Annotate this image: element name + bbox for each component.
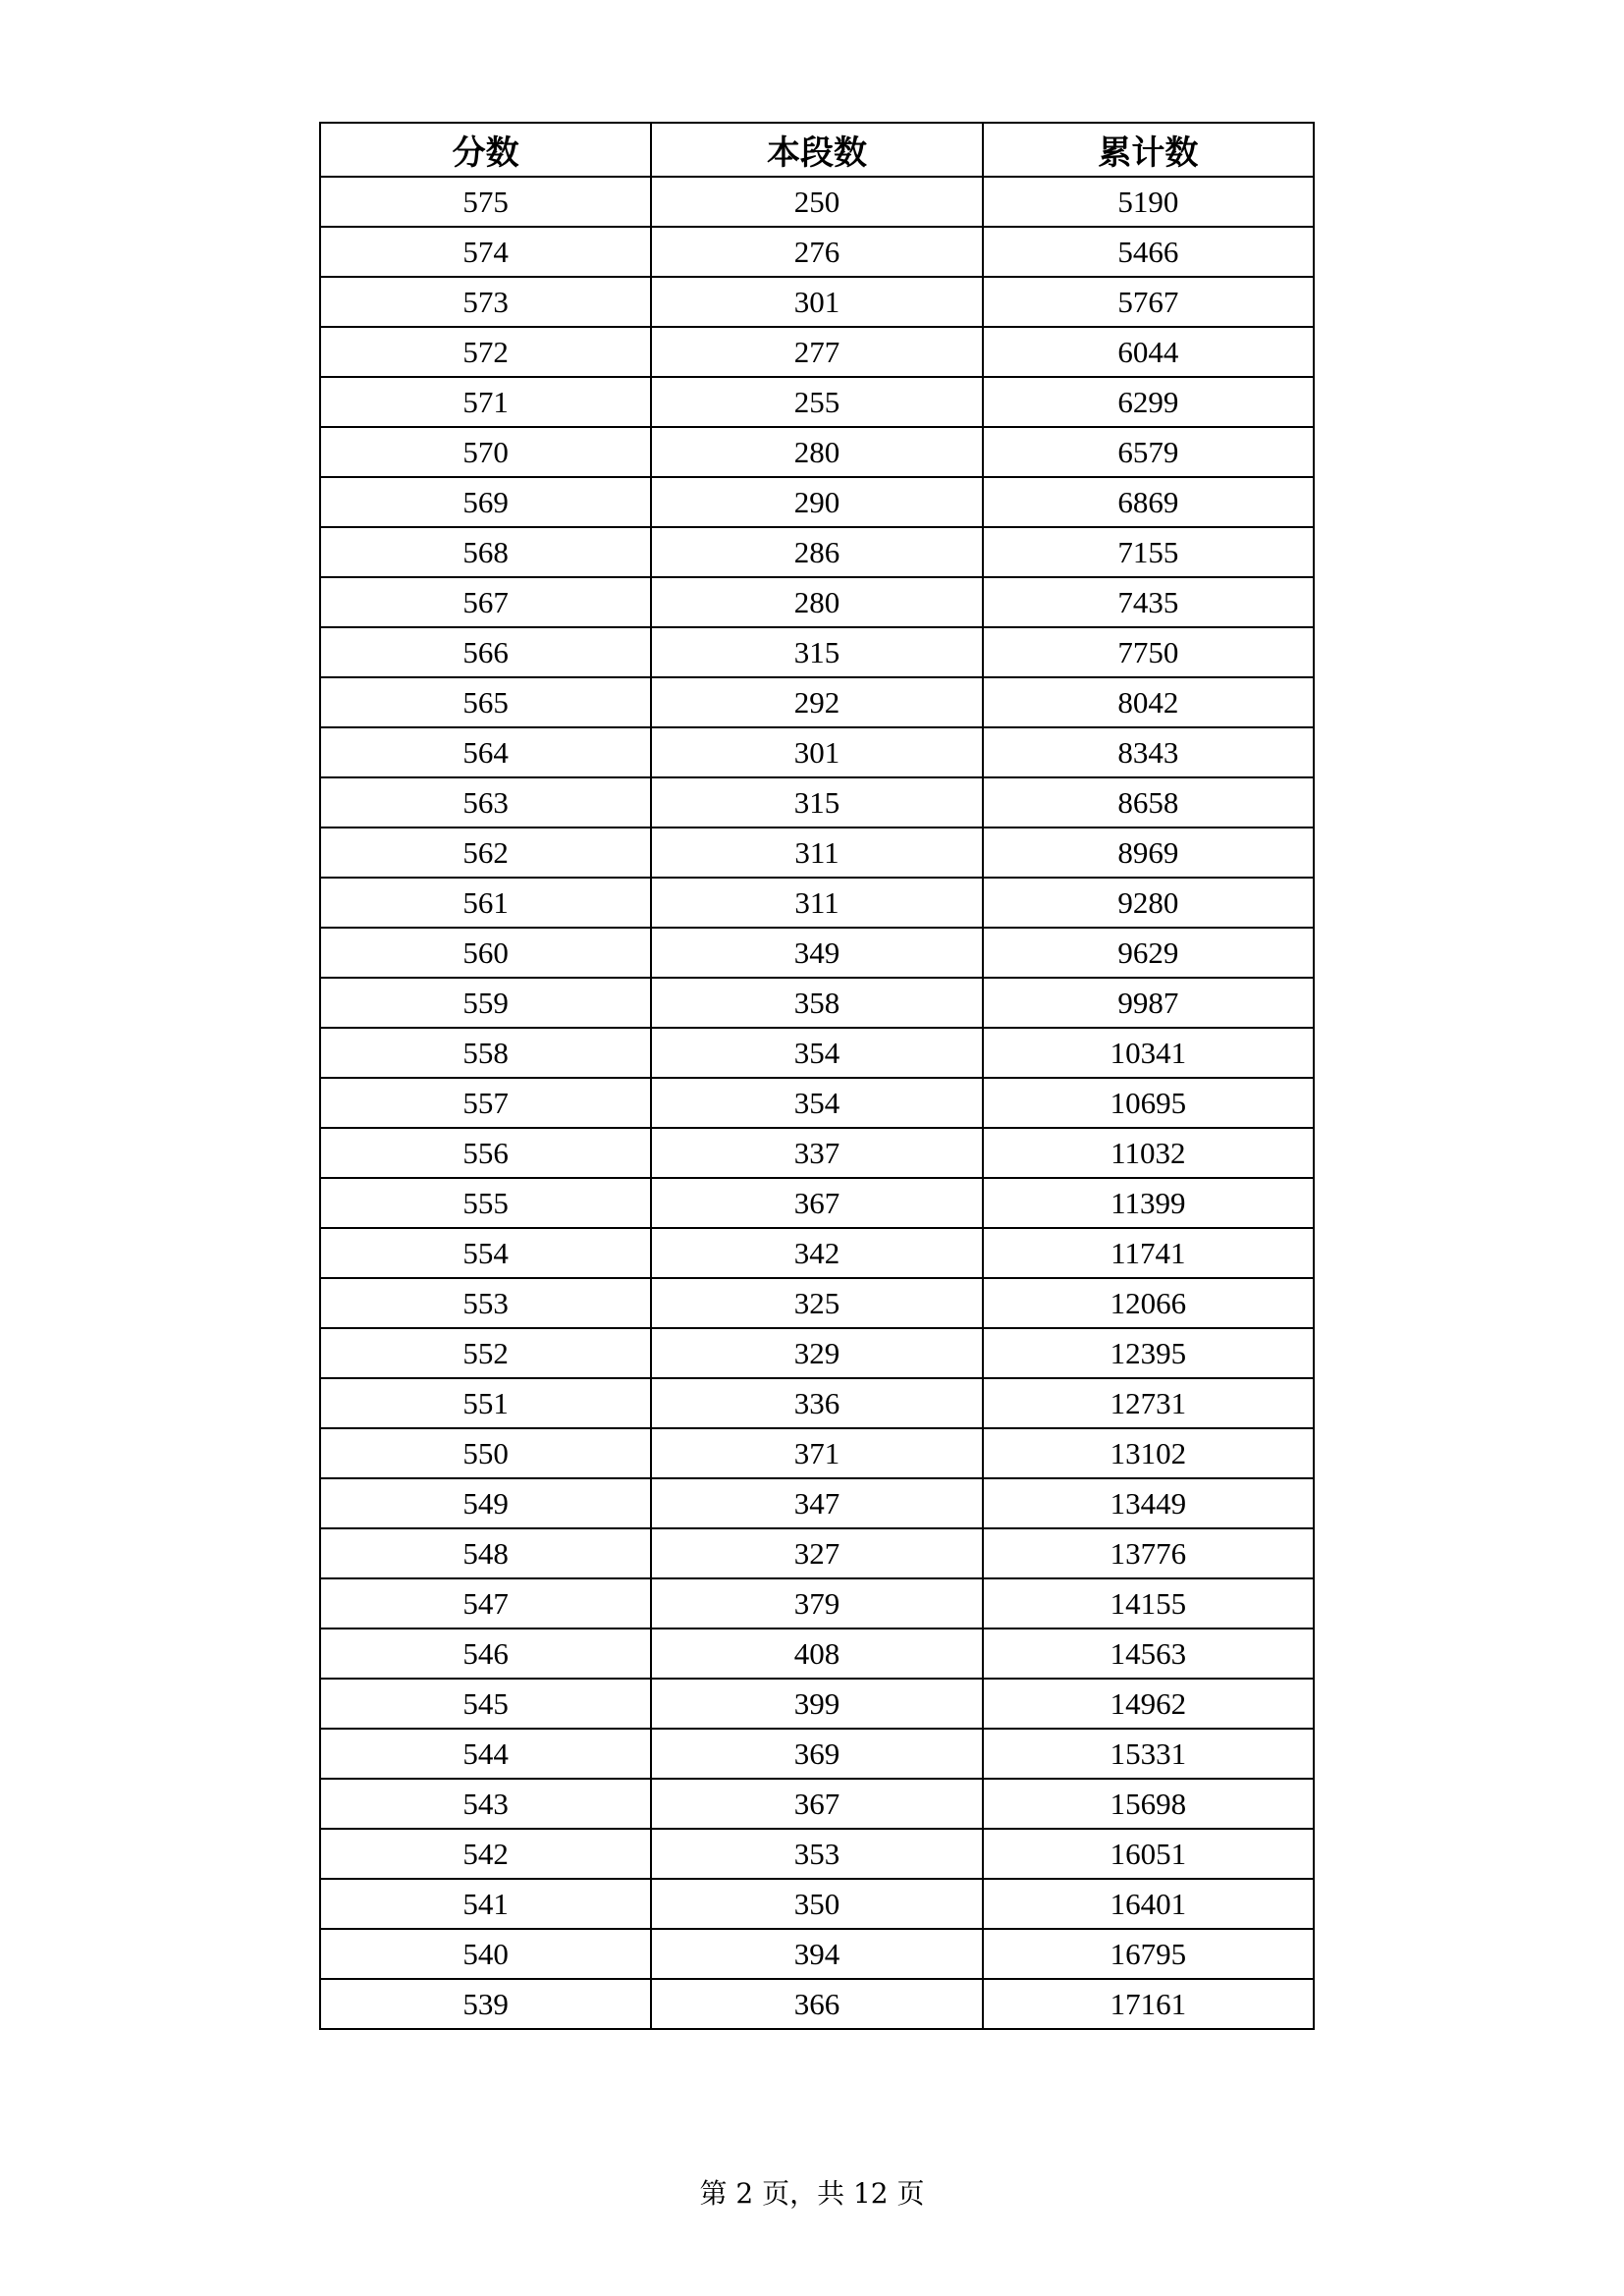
cumulative-count-cell: 11741 [983,1228,1314,1278]
score-cell: 554 [320,1228,651,1278]
segment-count-cell: 277 [651,327,982,377]
table-row [320,828,1314,878]
score-cell: 553 [320,1278,651,1328]
score-cell: 548 [320,1528,651,1578]
score-cell: 543 [320,1779,651,1829]
table-row [320,1128,1314,1178]
score-cell: 563 [320,777,651,828]
score-cell: 561 [320,878,651,928]
table-row [320,777,1314,828]
score-cell: 544 [320,1729,651,1779]
cumulative-count-cell: 7435 [983,577,1314,627]
cumulative-count-cell: 16051 [983,1829,1314,1879]
table-row [320,327,1314,377]
cumulative-count-cell: 14962 [983,1679,1314,1729]
cumulative-count-cell: 15331 [983,1729,1314,1779]
cumulative-count-cell: 6869 [983,477,1314,527]
cumulative-count-cell: 16795 [983,1929,1314,1979]
score-cell: 558 [320,1028,651,1078]
table-row [320,277,1314,327]
table-row [320,1528,1314,1578]
column-header-segment-count: 本段数 [651,123,982,177]
score-cell: 546 [320,1629,651,1679]
score-cell: 556 [320,1128,651,1178]
segment-count-cell: 367 [651,1178,982,1228]
segment-count-cell: 301 [651,727,982,777]
score-cell: 564 [320,727,651,777]
cumulative-count-cell: 11032 [983,1128,1314,1178]
score-cell: 562 [320,828,651,878]
table-row [320,1578,1314,1629]
column-header-score: 分数 [320,123,651,177]
score-cell: 540 [320,1929,651,1979]
table-row [320,577,1314,627]
cumulative-count-cell: 13449 [983,1478,1314,1528]
table-row [320,227,1314,277]
segment-count-cell: 366 [651,1979,982,2029]
cumulative-count-cell: 15698 [983,1779,1314,1829]
cumulative-count-cell: 12731 [983,1378,1314,1428]
score-cell: 568 [320,527,651,577]
score-cell: 541 [320,1879,651,1929]
table-row [320,1328,1314,1378]
segment-count-cell: 337 [651,1128,982,1178]
segment-count-cell: 250 [651,177,982,227]
segment-count-cell: 353 [651,1829,982,1879]
segment-count-cell: 336 [651,1378,982,1428]
cumulative-count-cell: 10341 [983,1028,1314,1078]
score-cell: 575 [320,177,651,227]
table-row [320,1629,1314,1679]
table-row [320,978,1314,1028]
cumulative-count-cell: 12395 [983,1328,1314,1378]
segment-count-cell: 280 [651,427,982,477]
table-row [320,377,1314,427]
score-cell: 565 [320,677,651,727]
table-row [320,878,1314,928]
segment-count-cell: 394 [651,1929,982,1979]
table-row [320,1428,1314,1478]
score-cell: 539 [320,1979,651,2029]
score-cell: 555 [320,1178,651,1228]
segment-count-cell: 329 [651,1328,982,1378]
segment-count-cell: 367 [651,1779,982,1829]
table-row [320,1078,1314,1128]
cumulative-count-cell: 14563 [983,1629,1314,1679]
segment-count-cell: 408 [651,1629,982,1679]
score-cell: 566 [320,627,651,677]
cumulative-count-cell: 5767 [983,277,1314,327]
segment-count-cell: 354 [651,1078,982,1128]
page-number-footer: 第 2 页，共 12 页 [699,2177,925,2210]
table-row [320,427,1314,477]
table-header-row [320,123,1314,177]
table-row [320,1478,1314,1528]
segment-count-cell: 347 [651,1478,982,1528]
cumulative-count-cell: 10695 [983,1078,1314,1128]
segment-count-cell: 342 [651,1228,982,1278]
score-cell: 572 [320,327,651,377]
segment-count-cell: 315 [651,777,982,828]
score-cell: 545 [320,1679,651,1729]
segment-count-cell: 325 [651,1278,982,1328]
cumulative-count-cell: 8343 [983,727,1314,777]
segment-count-cell: 311 [651,828,982,878]
score-cell: 567 [320,577,651,627]
cumulative-count-cell: 9629 [983,928,1314,978]
table-row [320,928,1314,978]
cumulative-count-cell: 11399 [983,1178,1314,1228]
cumulative-count-cell: 7155 [983,527,1314,577]
segment-count-cell: 379 [651,1578,982,1629]
cumulative-count-cell: 9280 [983,878,1314,928]
cumulative-count-cell: 14155 [983,1578,1314,1629]
segment-count-cell: 358 [651,978,982,1028]
cumulative-count-cell: 5190 [983,177,1314,227]
score-distribution-table [319,122,1315,2030]
table-row [320,1929,1314,1979]
table-row [320,727,1314,777]
score-cell: 542 [320,1829,651,1879]
cumulative-count-cell: 8042 [983,677,1314,727]
cumulative-count-cell: 5466 [983,227,1314,277]
segment-count-cell: 354 [651,1028,982,1078]
segment-count-cell: 290 [651,477,982,527]
score-cell: 571 [320,377,651,427]
table-row [320,1879,1314,1929]
segment-count-cell: 315 [651,627,982,677]
cumulative-count-cell: 8969 [983,828,1314,878]
cumulative-count-cell: 16401 [983,1879,1314,1929]
cumulative-count-cell: 6299 [983,377,1314,427]
cumulative-count-cell: 8658 [983,777,1314,828]
score-cell: 549 [320,1478,651,1528]
score-cell: 551 [320,1378,651,1428]
column-header-cumulative-count: 累计数 [983,123,1314,177]
cumulative-count-cell: 12066 [983,1278,1314,1328]
score-cell: 557 [320,1078,651,1128]
score-cell: 573 [320,277,651,327]
cumulative-count-cell: 13102 [983,1428,1314,1478]
score-cell: 550 [320,1428,651,1478]
score-cell: 569 [320,477,651,527]
table-row [320,1028,1314,1078]
table-row [320,1178,1314,1228]
table-row [320,627,1314,677]
score-cell: 560 [320,928,651,978]
table-row [320,1378,1314,1428]
segment-count-cell: 349 [651,928,982,978]
cumulative-count-cell: 13776 [983,1528,1314,1578]
table-row [320,1679,1314,1729]
segment-count-cell: 371 [651,1428,982,1478]
segment-count-cell: 286 [651,527,982,577]
segment-count-cell: 311 [651,878,982,928]
table-row [320,1228,1314,1278]
segment-count-cell: 292 [651,677,982,727]
table-row [320,1829,1314,1879]
table-row [320,477,1314,527]
score-cell: 570 [320,427,651,477]
table-body [320,177,1314,2029]
score-cell: 559 [320,978,651,1028]
segment-count-cell: 276 [651,227,982,277]
segment-count-cell: 399 [651,1679,982,1729]
score-cell: 552 [320,1328,651,1378]
segment-count-cell: 280 [651,577,982,627]
table-row [320,1979,1314,2029]
cumulative-count-cell: 6044 [983,327,1314,377]
cumulative-count-cell: 17161 [983,1979,1314,2029]
table-row [320,1729,1314,1779]
segment-count-cell: 369 [651,1729,982,1779]
segment-count-cell: 327 [651,1528,982,1578]
cumulative-count-cell: 9987 [983,978,1314,1028]
table-row [320,177,1314,227]
cumulative-count-cell: 6579 [983,427,1314,477]
segment-count-cell: 255 [651,377,982,427]
score-cell: 547 [320,1578,651,1629]
score-cell: 574 [320,227,651,277]
segment-count-cell: 301 [651,277,982,327]
cumulative-count-cell: 7750 [983,627,1314,677]
table-row [320,677,1314,727]
table-row [320,527,1314,577]
table-row [320,1278,1314,1328]
segment-count-cell: 350 [651,1879,982,1929]
table-row [320,1779,1314,1829]
